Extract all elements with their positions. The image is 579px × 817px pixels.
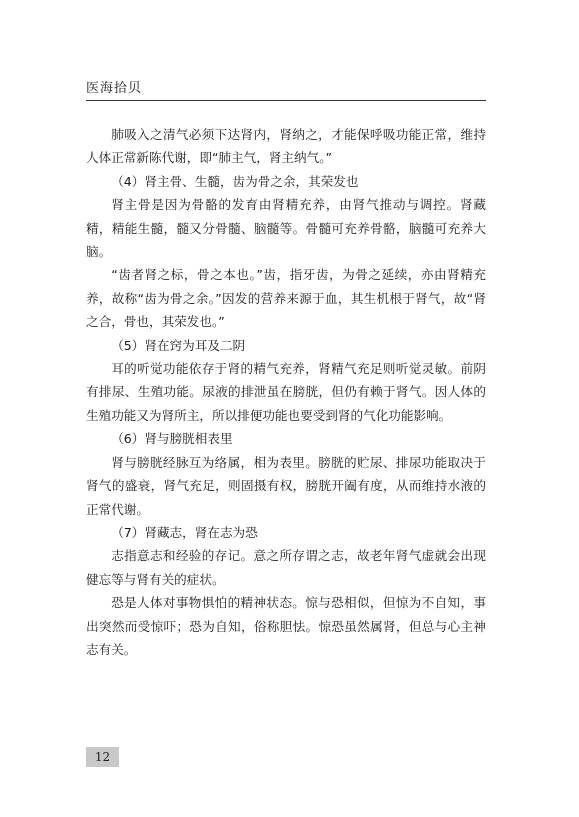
paragraph: 肾与膀胱经脉互为络属，相为表里。膀胱的贮尿、排尿功能取决于肾气的盛衰，肾气充足，则固摄有权，膀胱开阖有度，从而维持水液的正常代谢。 xyxy=(86,454,486,517)
paragraph: 耳的听觉功能依存于肾的精气充养，肾精气充足则听觉灵敏。前阴有排尿、生殖功能。尿液的排泄虽在膀胱，但仍有赖于肾气。因人体的生殖功能又为肾所主，所以排便功能也要受到肾的气化功能影响。 xyxy=(86,361,486,423)
paragraph: 恐是人体对事物惧怕的精神状态。惊与恐相似，但惊为不自知，事出突然而受惊吓；恐为自知，俗称胆怯。惊恐虽然属肾，但总与心主神志有关。 xyxy=(86,595,486,657)
section-heading: （7）肾藏志，肾在志为恐 xyxy=(111,524,258,540)
page-body xyxy=(86,123,486,661)
page-number-badge xyxy=(86,747,119,767)
running-header: 医海拾贝 xyxy=(86,81,143,96)
page-number: 12 xyxy=(94,750,111,764)
paragraph: 肺吸入之清气必须下达肾内，肾纳之，才能保呼吸功能正常，维持人体正常新陈代谢，即“肺主气，肾主纳气。” xyxy=(86,127,486,166)
paragraph: “齿者肾之标，骨之本也。”齿，指牙齿，为骨之延续，亦由肾精充养，故称“齿为骨之余。”因发的营养来源于血，其生机根于肾气，故“肾之合，骨也，其荣发也。” xyxy=(86,267,486,330)
section-heading: （4）肾主骨、生髓，齿为骨之余，其荣发也 xyxy=(111,173,359,189)
header-rule xyxy=(86,100,486,101)
paragraph: 志指意志和经验的存记。意之所存谓之志，故老年肾气虚就会出现健忘等与肾有关的症状。 xyxy=(86,548,486,587)
paragraph: 肾主骨是因为骨骼的发育由肾精充养，由肾气推动与调控。肾藏精，精能生髓，髓又分骨髓、脑髓等。骨髓可充养骨骼，脑髓可充养大脑。 xyxy=(86,197,486,260)
section-heading: （6）肾与膀胱相表里 xyxy=(111,431,233,447)
section-heading: （5）肾在窍为耳及二阴 xyxy=(111,337,246,353)
